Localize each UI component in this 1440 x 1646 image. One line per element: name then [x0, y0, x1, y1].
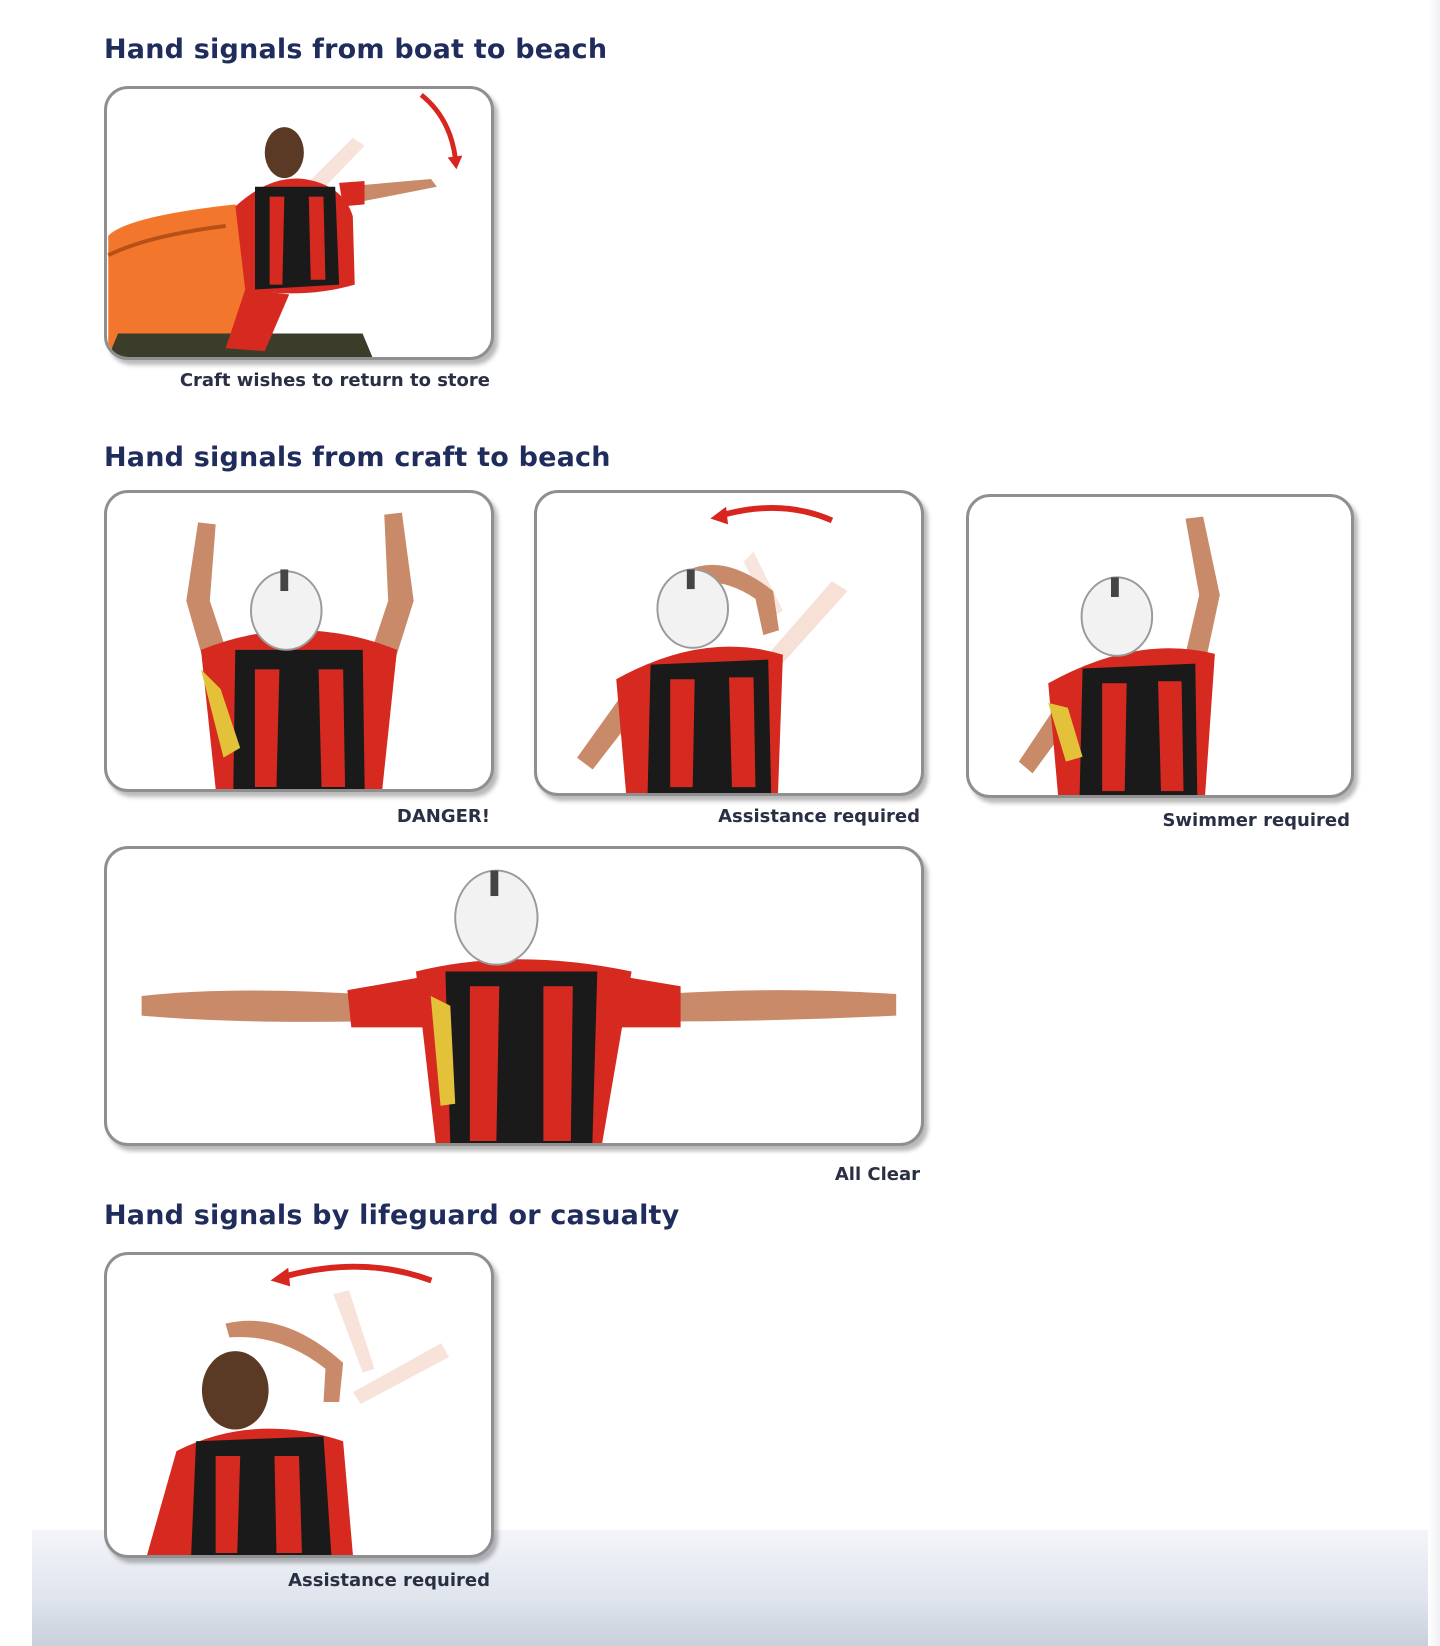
caption-assistance-required-craft: Assistance required — [718, 806, 920, 827]
lifeguard-figure-icon — [969, 497, 1351, 795]
lifeguard-figure-icon — [107, 493, 491, 789]
photo-danger — [104, 490, 494, 792]
lifeguard-figure-icon — [107, 849, 921, 1143]
photo-assistance-required-craft — [534, 490, 924, 796]
caption-assistance-required-lifeguard: Assistance required — [288, 1570, 490, 1591]
photo-all-clear — [104, 846, 924, 1146]
lifeguard-figure-icon — [107, 89, 491, 357]
lifeguard-figure-icon — [537, 493, 921, 793]
section-heading-lifeguard-or-casualty: Hand signals by lifeguard or casualty — [104, 1200, 680, 1231]
photo-craft-return-to-store — [104, 86, 494, 360]
motion-arrow-icon — [724, 508, 832, 520]
caption-swimmer-required: Swimmer required — [1162, 810, 1350, 831]
caption-danger: DANGER! — [396, 806, 490, 827]
motion-arrow-icon — [284, 1267, 431, 1281]
page-right-edge — [1428, 0, 1440, 1646]
lifeguard-figure-icon — [107, 1255, 491, 1555]
caption-all-clear: All Clear — [834, 1164, 920, 1185]
section-heading-boat-to-beach: Hand signals from boat to beach — [104, 34, 608, 65]
photo-swimmer-required — [966, 494, 1354, 798]
photo-assistance-required-lifeguard — [104, 1252, 494, 1558]
motion-arrow-icon — [421, 95, 455, 160]
section-heading-craft-to-beach: Hand signals from craft to beach — [104, 442, 611, 473]
caption-craft-return: Craft wishes to return to store — [179, 370, 490, 391]
